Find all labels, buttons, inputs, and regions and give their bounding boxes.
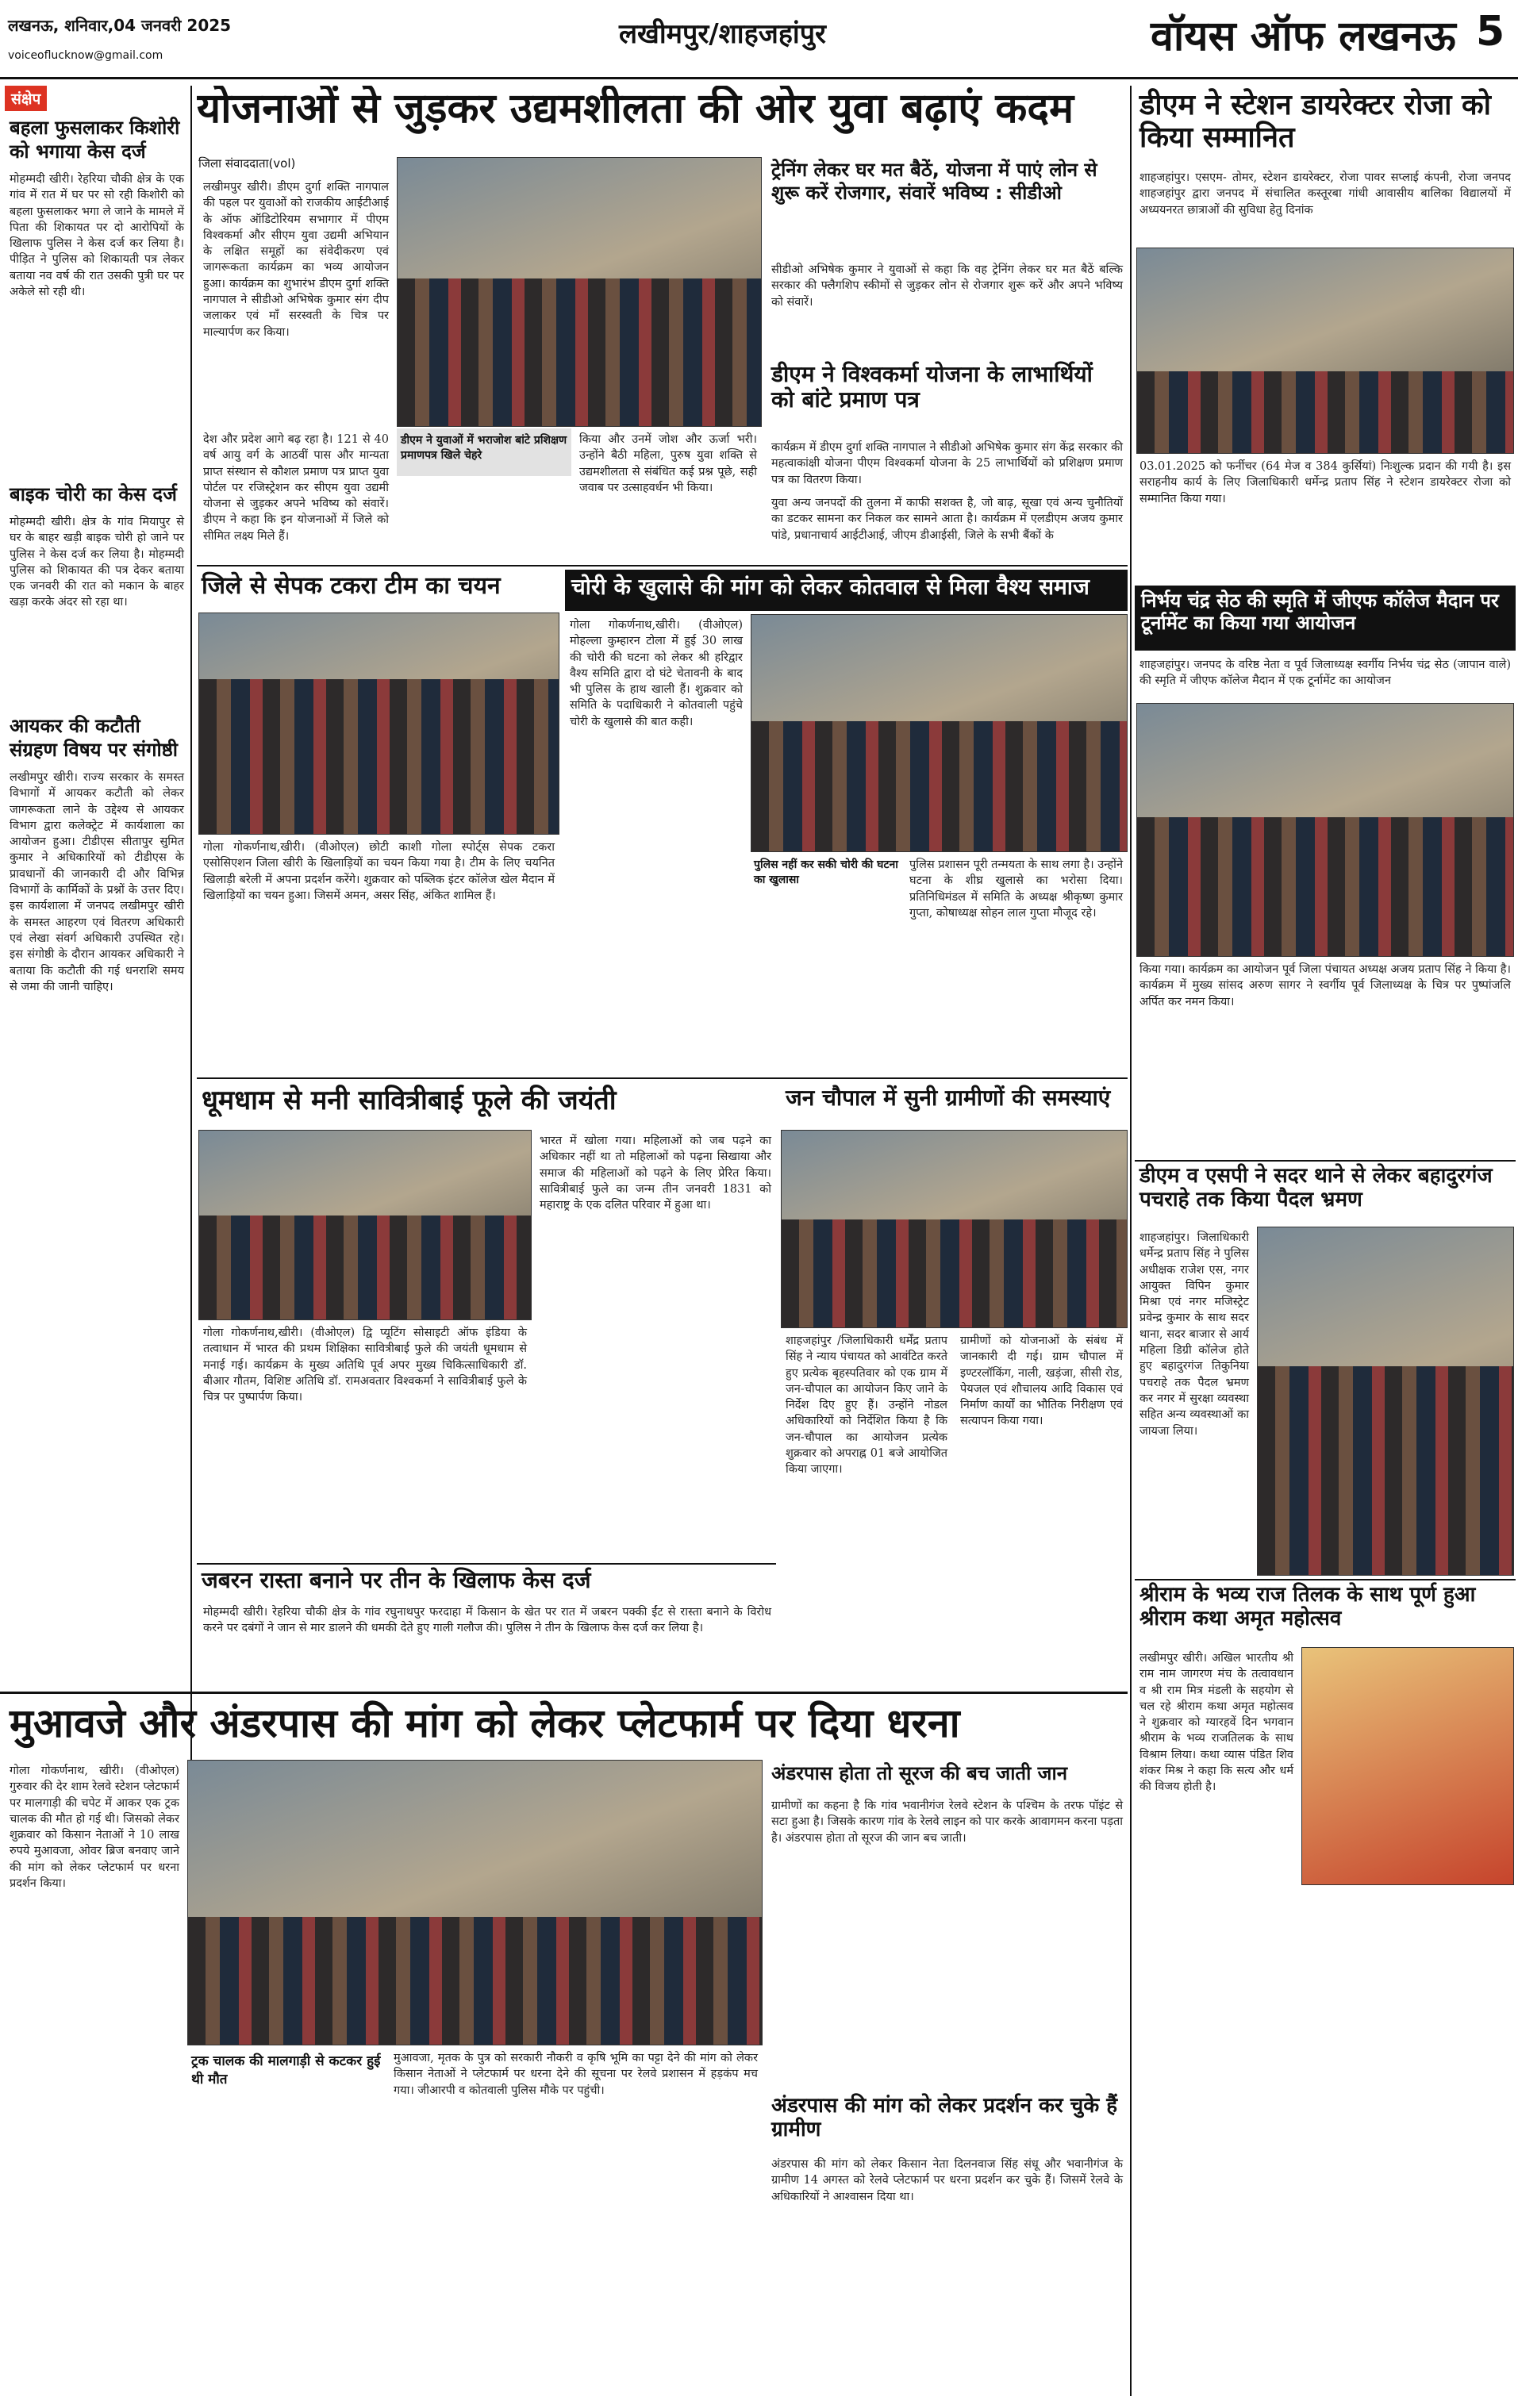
right-body-3: शाहजहांपुर। जिलाधिकारी धर्मेन्द्र प्रताप सिंह ने पुलिस अधीक्षक राजेश एस, नगर आयुक्त विपिन कुमार मिश्रा एवं नगर मजिस्ट्रेट प्रवेन्द्र कुमार के साथ सदर थाना, सदर बाजार से आर्य महिला डिग्री कॉलेज होते हुए बहादुरगंज तिकुनिया पचराहे तक पैदल भ्रमण कर नगर में सुरक्षा व्यवस्था सहित अन्य व्यवस्थाओं का जायजा लिया।	[1139, 1231, 1249, 1438]
chaupal-body-2: ग्रामीणों को योजनाओं के संबंध में जानकारी दी गई। ग्राम चौपाल में इण्टरलॉकिंग, नाली, खड़ंजा, सीसी रोड, पेयजल एवं शौचालय आदि विकास एवं निर्माण कार्यों का भौतिक निरीक्षण एवं सत्यापन किया गया।	[960, 1335, 1123, 1428]
sports-team-photo	[198, 613, 559, 835]
lead-deck-body: सीडीओ अभिषेक कुमार ने युवाओं से कहा कि वह ट्रेनिंग लेकर घर मत बैठें बल्कि सरकार की फ्लैगशिप स्कीमों से जुड़कर लोन से रोजगार शुरू करें और अपने भविष्य को संवारें।	[771, 263, 1123, 309]
dharna-body: गोला गोकर्णनाथ, खीरी। (वीओएल) गुरुवार की देर शाम रेलवे स्टेशन प्लेटफार्म पर मालगाड़ी की चपेट में आकर एक ट्रक चालक की मौत हो गई थी। जिसको लेकर शुक्रवार को किसान नेताओं ने 10 लाख रुपये मुआवजा, ओवर ब्रिज बनवाए जाने की मांग को लेकर प्लेटफार्म पर धरना प्रदर्शन किया।	[10, 1765, 179, 1891]
brief-headline-1: बहला फुसलाकर किशोरी को भगाया केस दर्ज	[10, 117, 180, 163]
savitri-headline: धूमधाम से मनी सावित्रीबाई फूले की जयंती	[202, 1085, 617, 1116]
right-body-4: लखीमपुर खीरी। अखिल भारतीय श्री राम नाम जागरण मंच के तत्वावधान व श्री राम मित्र मंडली के सहयोग से चल रहे श्रीराम कथा अमृत महोत्सव ने शुक्रवार को ग्यारहवें दिन भगवान श्रीराम के भव्य राजतिलक के साथ विश्राम लिया। कथा व्यास पंडित शिव शंकर मिश्र ने कहा कि सत्य और धर्म की विजय होती है।	[1139, 1652, 1293, 1794]
right-photo-1	[1136, 248, 1514, 454]
lead-body-3: किया और उनमें जोश और ऊर्जा भरी। उन्होंने बैठी महिला, पुरुष युवा शक्ति से उद्यमशीलता से संबंधित कई प्रश्न पूछे, सही जवाब पर उत्साहवर्धन भी किया।	[579, 433, 757, 494]
dharna-photo	[187, 1760, 763, 2045]
dharna-subhead-2: अंडरपास की मांग को लेकर प्रदर्शन कर चुके हैं ग्रामीण	[771, 2094, 1118, 2141]
right-photo-2	[1136, 703, 1514, 957]
right-caption-1: 03.01.2025 को फर्नीचर (64 मेज व 384 कुर्सियां) निःशुल्क प्रदान की गयी है। इस सराहनीय कार्य के लिए जिलाधिकारी धर्मेन्द्र प्रताप सिंह ने स्टेशन डायरेक्टर रोजा को सम्मानित किया गया।	[1139, 460, 1511, 505]
theft-photo-caption: पुलिस नहीं कर सकी चोरी की घटना का खुलासा	[754, 858, 898, 886]
chaupal-headline: जन चौपाल में सुनी ग्रामीणों की समस्याएं	[786, 1085, 1111, 1111]
forced-body: मोहम्मदी खीरी। रेहरिया चौकी क्षेत्र के गांव रघुनाथपुर फरदाहा में किसान के खेत पर रात में जबरन पक्की ईंट से रास्ता बनाने के विरोध करने पर दबंगों ने जान से मार डालने की धमकी देते हुए गाली गलौज की। पुलिस ने तीन के खिलाफ केस दर्ज कर लिया है।	[203, 1606, 771, 1635]
lead-deck: ट्रेनिंग लेकर घर मत बैठें, योजना में पाएं लोन से शुरू करें रोजगार, संवारें भविष्य : सीडीओ	[771, 159, 1097, 204]
dharna-photo-caption: ट्रक चालक की मालगाड़ी से कटकर हुई थी मौत	[191, 2053, 381, 2087]
masthead	[0, 0, 1518, 79]
forced-headline: जबरन रास्ता बनाने पर तीन के खिलाफ केस दर्ज	[197, 1563, 776, 1600]
theft-body: गोला गोकर्णनाथ,खीरी। (वीओएल) मोहल्ला कुम्हारन टोला में हुई 30 लाख की चोरी की घटना को लेकर श्री हरिद्वार वैश्य समिति द्वारा दो घंटे चेतावनी के बाद भी पुलिस के हाथ खाली हैं। शुक्रवार को समिति के पदाधिकारी ने कोतवाली पहुंचे चोरी के खुलासे की बात कही।	[570, 619, 743, 728]
brief-column	[5, 86, 189, 1903]
right-headline-3: डीएम व एसपी ने सदर थाने से लेकर बहादुरगंज पचराहे तक किया पैदल भ्रमण	[1135, 1160, 1516, 1225]
right-headline-1: डीएम ने स्टेशन डायरेक्टर रोजा को किया सम्मानित	[1139, 89, 1492, 155]
brief-body-2: मोहम्मदी खीरी। क्षेत्र के गांव मियापुर से घर के बाहर खड़ी बाइक चोरी हो जाने पर पुलिस ने केस दर्ज कर लिया है। मोहम्मदी पुलिस को शिकायत की पत्र देकर बताया एक जनवरी की रात को मकान के बाहर खड़ा करके अंदर सो रहा था।	[10, 516, 184, 609]
dharna-body-2: मुआवजा, मृतक के पुत्र को सरकारी नौकरी व कृषि भूमि का पट्टा देने की मांग को लेकर किसान नेताओं ने प्लेटफार्म पर धरना देने की सूचना पर रेलवे प्रशासन में हड़कंप मच गया। जीआरपी व कोतवाली पुलिस मौके पर पहुंची।	[394, 2052, 758, 2097]
lead-body-2: देश और प्रदेश आगे बढ़ रहा है। 121 से 40 वर्ष आयु वर्ग के आठवीं पास और मान्यता प्राप्त संस्थान से कौशल प्रमाण पत्र प्राप्त युवा पोर्टल पर रजिस्ट्रेशन कर सीएम युवा उद्यमी योजना से जुड़कर अपने भविष्य को संवारें। डीएम ने कहा कि इन योजनाओं में जिले को सीमित लक्ष्य मिले हैं।	[203, 433, 389, 543]
theft-photo	[751, 614, 1128, 852]
savitri-body-2: भारत में खोला गया। महिलाओं को जब पढ़ने का अधिकार नहीं था तो महिलाओं को पढ़ना सिखाया और समाज की महिलाओं को पढ़ने के लिए प्रेरित किया। सावित्रीबाई फुले का जन्म तीन जनवरी 1831 को महाराष्ट्र के एक दलित परिवार में हुआ था।	[540, 1135, 771, 1212]
section-divider-3	[0, 1692, 1128, 1694]
newspaper-brand: वॉयस ऑफ लखनऊ	[1151, 13, 1456, 60]
dharna-headline: मुआवजे और अंडरपास की मांग को लेकर प्लेटफार्म पर दिया धरना	[10, 1700, 960, 1746]
lead-photo	[397, 157, 762, 427]
lead-headline: योजनाओं से जुड़कर उद्यमशीलता की ओर युवा बढ़ाएं कदम	[197, 86, 1074, 132]
dharna-subhead-2-body: अंडरपास की मांग को लेकर किसान नेता दिलनवाज सिंह संधू और भवानीगंज के ग्रामीण 14 अगस्त को रेलवे प्लेटफार्म पर धरना प्रदर्शन कर चुके हैं। जिसमें रेलवे के अधिकारियों ने आश्वासन दिया था।	[771, 2158, 1123, 2203]
right-body-2: शाहजहांपुर। जनपद के वरिष्ठ नेता व पूर्व जिलाध्यक्ष स्वर्गीय निर्भय चंद्र सेठ (जापान वाले) की स्मृति में जीएफ कॉलेज मैदान में एक टूर्नामेंट का आयोजन	[1139, 659, 1511, 688]
brief-body-3: लखीमपुर खीरी। राज्य सरकार के समस्त विभागों में आयकर कटौती को लेकर जागरूकता लाने के उद्देश्य से आयकर विभाग द्वारा कलेक्ट्रेट में कार्यशाला का आयोजन हुआ। टीडीएस सीतापुर सुमित कुमार ने अधिकारियों को टीडीएस के प्रावधानों की जानकारी दी और विभिन्न विभागों के कार्मिकों के प्रश्नों के उत्तर दिए। इस कार्यशाला में जनपद लखीमपुर खीरी के समस्त आहरण एवं वितरण अधिकारी एवं लेखा संवर्ग अधिकारी उपस्थित रहे। इस संगोष्ठी के दौरान आयकर अधिकारी ने बताया कि कटौती की गई धनराशि समय से जमा की जानी चाहिए।	[10, 771, 184, 993]
brief-label: संक्षेप	[5, 86, 47, 111]
theft-headline: चोरी के खुलासे की मांग को लेकर कोतवाल से मिला वैश्य समाज	[565, 570, 1128, 611]
right-body-2b: किया गया। कार्यक्रम का आयोजन पूर्व जिला पंचायत अध्यक्ष अजय प्रताप सिंह ने किया है। कार्यक्रम में मुख्य सांसद अरुण सागर ने स्वर्गीय पूर्व जिलाध्यक्ष के चित्र पर पुष्पांजलि अर्पित कर नमन किया।	[1139, 963, 1511, 1008]
section-divider-2	[197, 1077, 1128, 1079]
lead-byline: जिला संवाददाता(vol)	[198, 156, 296, 171]
right-photo-3	[1257, 1227, 1514, 1576]
lead-photo-caption: डीएम ने युवाओं में भराजोश बांटे प्रशिक्षण प्रमाणपत्र खिले चेहरे	[397, 428, 571, 476]
lead-body-1: लखीमपुर खीरी। डीएम दुर्गा शक्ति नागपाल की पहल पर युवाओं को राजकीय आईटीआई के ऑफ ऑडिटोरियम सभागार में पीएम विश्वकर्मा और सीएम युवा उद्यमी अभियान के लक्षित समूहों का संवेदीकरण एवं जागरूकता कार्यक्रम का भव्य आयोजन हुआ। कार्यक्रम का शुभारंभ डीएम दुर्गा शक्ति नागपाल ने सीडीओ अभिषेक कुमार संग दीप जलाकर एवं माँ सरस्वती के चित्र पर माल्यार्पण कर किया।	[203, 181, 389, 339]
lead-subhead-body: कार्यक्रम में डीएम दुर्गा शक्ति नागपाल ने सीडीओ अभिषेक कुमार संग केंद्र सरकार की महत्वाकांक्षी योजना पीएम विश्वकर्मा योजना के 25 लाभार्थियों को प्रशिक्षण प्रमाण पत्र का वितरण किया।	[771, 441, 1123, 486]
sports-headline: जिले से सेपक टकरा टीम का चयन	[202, 572, 501, 600]
issue-date: लखनऊ, शनिवार,04 जनवरी 2025	[8, 16, 232, 35]
dharna-subhead-1: अंडरपास होता तो सूरज की बच जाती जान	[771, 1762, 1068, 1784]
chaupal-photo	[781, 1130, 1128, 1328]
lead-subhead-body-2: युवा अन्य जनपदों की तुलना में काफी सशक्त है, जो बाढ़, सूखा एवं अन्य चुनौतियों का डटकर सामना कर निकल कर सामने आता है। कार्यक्रम में एलडीएम अजय कुमार पांडे, प्रधानाचार्य आईटीआई, जीएम डीआईसी, जिले के सभी बैंकों के	[771, 497, 1123, 542]
brief-headline-2: बाइक चोरी का केस दर्ज	[10, 483, 177, 505]
right-column-divider	[1130, 86, 1132, 2396]
savitri-photo	[198, 1130, 532, 1320]
theft-body-2: पुलिस प्रशासन पूरी तन्मयता के साथ लगा है। उन्होंने घटना के शीघ्र खुलासे का भरोसा दिया। प्रतिनिधिमंडल में समिति के अध्यक्ष श्रीकृष्ण कुमार गुप्ता, कोषाध्यक्ष सोहन लाल गुप्ता मौजूद रहे।	[909, 858, 1123, 920]
page-number: 5	[1476, 8, 1505, 56]
brief-body-1: मोहम्मदी खीरी। रेहरिया चौकी क्षेत्र के एक गांव में रात में घर पर सो रही किशोरी को बहला फुसलाकर भगा ले जाने के मामले में पिता की शिकायत पर दो आरोपियों के खिलाफ पुलिस ने केस दर्ज कर लिया है। पीड़ित ने पुलिस को शिकायती पत्र लेकर बताया नव वर्ष की रात उसकी पुत्री घर पर अकेले सो रही थी।	[10, 173, 184, 299]
savitri-body: गोला गोकर्णनाथ,खीरी। (वीओएल) द्वि प्यूटिंग सोसाइटी ऑफ इंडिया के तत्वाधान में भारत की प्रथम शिक्षिका सावित्रीबाई फुले की जयंती धूमधाम से मनाई गई। कार्यक्रम के मुख्य अतिथि पूर्व अपर मुख्य चिकित्साधिकारी डॉ. बीआर गौतम, विशिष्ट अतिथि डॉ. रामअवतार विश्वकर्मा ने सावित्रीबाई फुले के चित्र पर पुष्पार्पण किया।	[203, 1327, 527, 1404]
dharna-subhead-1-body: ग्रामीणों का कहना है कि गांव भवानीगंज रेलवे स्टेशन के पश्चिम के तरफ पॉइंट से सटा हुआ है। जिसके कारण गांव के रेलवे लाइन को पार करके आवागमन करना पड़ता है। अंडरपास होता तो सूरज की जान बच जाती।	[771, 1799, 1123, 1845]
brief-headline-3: आयकर की कटौती संग्रहण विषय पर संगोष्ठी	[10, 715, 179, 761]
section-divider	[197, 565, 1128, 566]
lead-subhead: डीएम ने विश्वकर्मा योजना के लाभार्थियों को बांटे प्रमाण पत्र	[771, 361, 1093, 413]
contact-email: voiceoflucknow@gmail.com	[8, 49, 163, 62]
right-photo-4	[1301, 1647, 1514, 1885]
right-headline-4: श्रीराम के भव्य राज तिलक के साथ पूर्ण हुआ श्रीराम कथा अमृत महोत्सव	[1135, 1579, 1516, 1644]
sports-body: गोला गोकर्णनाथ,खीरी। (वीओएल) छोटी काशी गोला स्पोर्ट्स सेपक टकरा एसोसिएशन जिला खीरी के खिलाड़ियों का चयन किया गया है। टीम के लिए चयनित खिलाड़ी बरेली में अपना प्रदर्शन करेंगे। शुक्रवार को पब्लिक इंटर कॉलेज खेल मैदान में खिलाड़ियों का चयन हुआ। जिसमें अमन, असर सिंह, अंकित शामिल हैं।	[203, 841, 555, 902]
column-divider	[190, 86, 192, 1903]
edition-city: लखीमपुर/शाहजहांपुर	[619, 18, 826, 50]
right-body-1: शाहजहांपुर। एसएम- तोमर, स्टेशन डायरेक्टर, रोजा पावर सप्लाई कंपनी, रोजा जनपद शाहजहांपुर द्वारा जनपद में संचालित कस्तूरबा गांधी आवासीय बालिका विद्यालयों में अध्ययनरत छात्राओं की सुविधा हेतु दिनांक	[1139, 171, 1511, 217]
chaupal-body: शाहजहांपुर /जिलाधिकारी धर्मेंद्र प्रताप सिंह ने न्याय पंचायत को आवंटित करते हुए प्रत्येक बृहस्पतिवार को एक ग्राम में जन-चौपाल का आयोजन किए जाने के निर्देश दिए हुए हैं। उन्होंने नोडल अधिकारियों को निर्देशित किया है कि जन-चौपाल का आयोजन प्रत्येक शुक्रवार को अपराह्न 01 बजे आयोजित किया जाएगा।	[786, 1335, 947, 1477]
right-headline-2: निर्भय चंद्र सेठ की स्मृति में जीएफ कॉलेज मैदान पर टूर्नामेंट का किया गया आयोजन	[1135, 586, 1516, 651]
